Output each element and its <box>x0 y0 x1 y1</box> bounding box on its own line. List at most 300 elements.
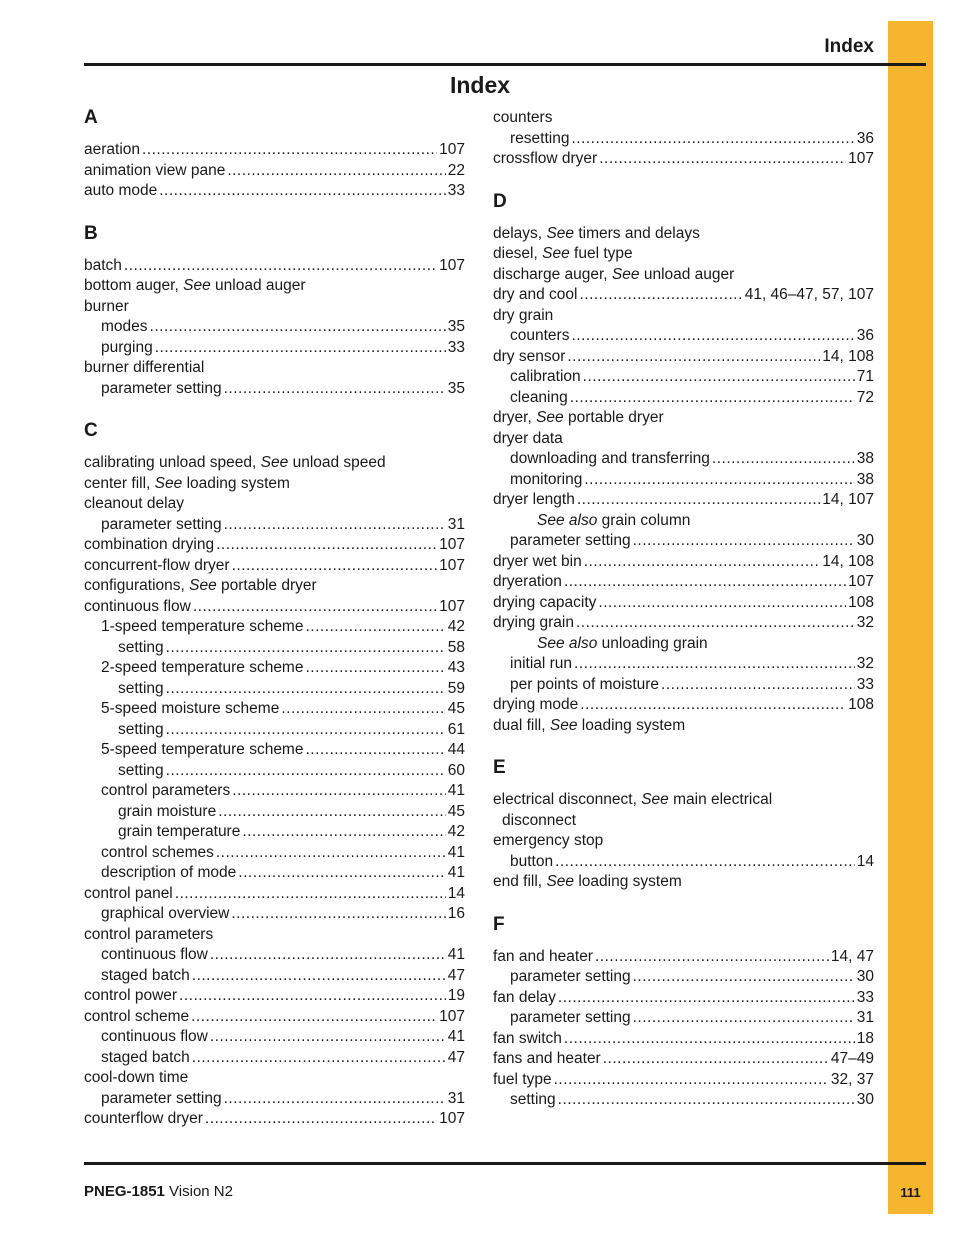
entry-term-text: delays, <box>493 224 543 242</box>
index-entry <box>493 1029 874 1050</box>
see-reference-label: See also <box>537 634 598 652</box>
doc-name: Vision N2 <box>169 1183 233 1200</box>
index-entry <box>84 1068 465 1089</box>
dot-leader <box>584 552 821 573</box>
entry-term <box>101 740 303 761</box>
entry-page-numbers: 41 <box>447 864 465 881</box>
entry-term-text: dryer, <box>493 409 532 426</box>
entry-page-numbers: 107 <box>439 536 465 553</box>
entry-term <box>510 531 631 552</box>
entry-term-text: setting <box>118 720 164 738</box>
dot-leader <box>166 720 446 741</box>
see-reference-target: timers and delays <box>578 224 700 242</box>
dot-leader <box>584 470 854 491</box>
index-entry <box>84 617 465 638</box>
entry-term-text: dryeration <box>493 573 562 590</box>
see-reference-target: fuel type <box>574 245 633 262</box>
entry-page-numbers: 14, 47 <box>830 947 874 965</box>
index-entry <box>84 1048 465 1069</box>
entry-term <box>493 716 685 737</box>
entry-term <box>84 276 306 297</box>
entry-term <box>493 947 593 968</box>
dot-leader <box>580 695 846 716</box>
footer-document-id <box>84 1183 233 1200</box>
see-reference-label: See <box>183 277 211 294</box>
dot-leader <box>564 572 846 593</box>
entry-term-text: dual fill, <box>493 716 546 734</box>
dot-leader <box>179 986 446 1007</box>
index-entry <box>493 129 874 150</box>
dot-leader <box>166 761 446 782</box>
entry-term <box>493 408 664 429</box>
index-entry <box>84 317 465 338</box>
index-entry <box>84 863 465 884</box>
index-entry <box>493 326 874 347</box>
dot-leader <box>633 967 855 988</box>
index-entry <box>84 474 465 495</box>
entry-term <box>118 802 216 823</box>
entry-term <box>84 1109 203 1130</box>
dot-leader <box>210 1027 446 1048</box>
entry-term-text: continuous flow <box>101 1028 208 1045</box>
entry-term <box>493 613 574 634</box>
entry-term <box>101 658 303 679</box>
entry-term-text: per points of moisture <box>510 675 660 693</box>
entry-term-text: bottom auger, <box>84 277 179 294</box>
index-entry <box>84 161 465 182</box>
entry-term-text: combination drying <box>84 536 215 553</box>
dot-leader <box>564 1029 855 1050</box>
entry-term <box>510 852 553 873</box>
entry-term <box>84 556 230 577</box>
index-entry <box>493 1070 874 1091</box>
dot-leader <box>570 388 855 409</box>
entry-page-numbers: 108 <box>848 593 874 611</box>
see-reference-label: See <box>611 265 640 283</box>
entry-term-text: 5-speed temperature scheme <box>101 741 304 758</box>
entry-term-text: control scheme <box>84 1007 190 1025</box>
entry-term-text: dryer data <box>493 429 563 447</box>
entry-term-text: fan delay <box>493 988 556 1006</box>
dot-leader <box>305 617 445 638</box>
entry-term-text: center fill, <box>84 474 151 492</box>
entry-term <box>510 470 582 491</box>
dot-leader <box>232 781 446 802</box>
dot-leader <box>571 129 854 150</box>
entry-page-numbers: 41, 46–47, 57, 107 <box>744 286 874 303</box>
entry-term <box>493 265 734 286</box>
dot-leader <box>205 1109 437 1130</box>
entry-page-numbers: 107 <box>848 150 874 167</box>
dot-leader <box>210 945 446 966</box>
index-entry <box>493 552 874 573</box>
index-entry <box>493 511 874 532</box>
entry-term <box>118 720 164 741</box>
doc-number: PNEG-1851 <box>84 1183 165 1200</box>
dot-leader <box>583 367 855 388</box>
entry-term <box>84 1068 188 1089</box>
dot-leader <box>574 654 855 675</box>
entry-page-numbers: 107 <box>439 141 465 158</box>
dot-leader <box>224 379 446 400</box>
entry-term <box>84 140 140 161</box>
index-column-right <box>493 108 874 1111</box>
entry-term <box>84 535 214 556</box>
entry-page-numbers: 33 <box>447 182 465 199</box>
see-reference-target: loading system <box>581 716 686 734</box>
see-reference-label: See <box>546 224 575 242</box>
index-entry <box>493 790 874 811</box>
entry-term-text: 2-speed temperature scheme <box>101 659 304 676</box>
entry-page-numbers: 108 <box>848 696 874 713</box>
index-entry <box>84 576 465 597</box>
entry-page-numbers: 31 <box>447 515 465 533</box>
entry-term-text: fuel type <box>493 1070 552 1088</box>
dot-leader <box>159 181 446 202</box>
entry-term <box>493 108 552 129</box>
dot-leader <box>218 802 446 823</box>
index-entry <box>84 884 465 905</box>
entry-term-text: continuous flow <box>101 946 208 963</box>
index-entry <box>493 490 874 511</box>
see-reference-target: unload speed <box>292 454 386 471</box>
entry-term-text: setting <box>118 679 164 697</box>
entry-page-numbers: 22 <box>447 161 465 179</box>
entry-term-text: staged batch <box>101 966 190 984</box>
dot-leader <box>633 1008 855 1029</box>
entry-term <box>510 1090 556 1111</box>
entry-term <box>493 790 772 811</box>
entry-term-text: burner <box>84 297 129 315</box>
entry-page-numbers: 32 <box>856 614 874 631</box>
entry-term-text: graphical overview <box>101 905 230 922</box>
entry-term <box>84 884 173 905</box>
entry-term <box>118 761 164 782</box>
entry-term <box>493 224 700 245</box>
entry-term-text: auto mode <box>84 182 158 199</box>
entry-term <box>493 593 596 614</box>
entry-page-numbers: 107 <box>439 256 465 274</box>
index-entry <box>84 740 465 761</box>
entry-term <box>84 181 157 202</box>
index-entry <box>493 593 874 614</box>
entry-term <box>84 597 191 618</box>
dot-leader <box>558 988 855 1009</box>
entry-term-text: concurrent-flow dryer <box>84 556 230 574</box>
entry-term <box>493 695 578 716</box>
entry-term <box>101 966 190 987</box>
entry-term-text: calibration <box>510 368 581 385</box>
entry-term <box>493 244 633 265</box>
index-entry <box>493 811 874 832</box>
entry-term <box>493 306 553 327</box>
entry-page-numbers: 14, 107 <box>822 491 874 508</box>
index-entry <box>493 244 874 265</box>
index-entry <box>84 925 465 946</box>
entry-page-numbers: 33 <box>856 988 874 1006</box>
entry-page-numbers: 47 <box>447 1048 465 1066</box>
entry-term-text: fan switch <box>493 1029 562 1047</box>
entry-term <box>510 449 710 470</box>
index-entry <box>493 285 874 306</box>
index-entry <box>84 453 465 474</box>
entry-page-numbers: 33 <box>447 338 465 356</box>
index-letter-heading: E <box>493 757 506 778</box>
dot-leader <box>193 597 437 618</box>
index-entry <box>84 338 465 359</box>
dot-leader <box>166 638 446 659</box>
entry-page-numbers: 61 <box>447 720 465 738</box>
entry-term <box>101 617 303 638</box>
entry-term <box>118 638 164 659</box>
dot-leader <box>661 675 855 696</box>
entry-page-numbers: 14, 108 <box>822 552 874 570</box>
entry-page-numbers: 30 <box>856 532 874 549</box>
entry-term-text: batch <box>84 256 122 274</box>
entry-term <box>493 285 577 306</box>
see-reference-target: unloading grain <box>601 634 708 652</box>
dot-leader <box>579 285 742 306</box>
dot-leader <box>558 1090 855 1111</box>
entry-page-numbers: 107 <box>439 597 465 615</box>
index-entry <box>84 1089 465 1110</box>
entry-term <box>510 967 631 988</box>
entry-page-numbers: 14 <box>447 884 465 902</box>
dot-leader <box>242 822 445 843</box>
dot-leader <box>175 884 446 905</box>
entry-term-text: cleanout delay <box>84 495 184 512</box>
entry-term <box>510 367 581 388</box>
see-reference-label: See <box>154 474 183 492</box>
index-entry <box>493 449 874 470</box>
entry-term-text: cool-down time <box>84 1069 189 1086</box>
dot-leader <box>216 843 446 864</box>
dot-leader <box>166 679 446 700</box>
entry-page-numbers: 58 <box>447 638 465 656</box>
entry-term-text: counters <box>510 327 570 344</box>
index-entry <box>493 224 874 245</box>
entry-term-text: electrical disconnect, <box>493 791 637 808</box>
footer-rule <box>84 1162 926 1165</box>
index-entry <box>84 535 465 556</box>
entry-term <box>101 781 230 802</box>
entry-term-text: parameter setting <box>510 532 631 549</box>
dot-leader <box>142 140 437 161</box>
entry-term-text: diesel, <box>493 245 538 262</box>
entry-term-text: drying grain <box>493 614 574 631</box>
entry-term <box>493 1070 552 1091</box>
entry-term <box>101 379 222 400</box>
entry-page-numbers: 42 <box>447 823 465 840</box>
entry-term <box>510 388 568 409</box>
entry-page-numbers: 35 <box>447 379 465 397</box>
entry-term <box>493 347 565 368</box>
entry-page-numbers: 16 <box>447 905 465 922</box>
entry-term-text: aeration <box>84 141 141 158</box>
index-entry <box>84 699 465 720</box>
entry-term-text: fans and heater <box>493 1050 601 1067</box>
entry-term-text: configurations, <box>84 577 185 594</box>
entry-page-numbers: 30 <box>856 968 874 985</box>
dot-leader <box>712 449 855 470</box>
dot-leader <box>124 256 437 277</box>
entry-page-numbers: 41 <box>447 1028 465 1045</box>
entry-term <box>118 822 240 843</box>
entry-term <box>493 872 682 893</box>
index-entry <box>84 822 465 843</box>
entry-term-text: control parameters <box>84 925 214 943</box>
entry-term <box>493 988 556 1009</box>
entry-term-text: disconnect <box>502 811 577 829</box>
index-entry <box>493 347 874 368</box>
dot-leader <box>603 1049 829 1070</box>
entry-term-text: parameter setting <box>101 515 222 533</box>
entry-term-text: initial run <box>510 655 573 672</box>
entry-term-text: setting <box>510 1091 556 1108</box>
header-rule <box>84 63 926 66</box>
dot-leader <box>238 863 445 884</box>
entry-page-numbers: 19 <box>447 987 465 1004</box>
entry-term <box>101 1027 208 1048</box>
entry-page-numbers: 38 <box>856 450 874 467</box>
index-entry <box>493 108 874 129</box>
entry-page-numbers: 36 <box>856 129 874 147</box>
see-reference-target: main electrical <box>673 791 773 808</box>
index-entry <box>493 1008 874 1029</box>
see-reference-label: See <box>546 873 575 890</box>
entry-term-text: control power <box>84 987 178 1004</box>
entry-term <box>101 1089 222 1110</box>
see-reference-label: See <box>189 577 217 594</box>
dot-leader <box>232 556 438 577</box>
entry-term <box>84 925 213 946</box>
index-entry <box>493 831 874 852</box>
index-entry <box>493 675 874 696</box>
index-letter-heading: C <box>84 420 98 441</box>
entry-term-text: control parameters <box>101 782 231 799</box>
entry-page-numbers: 14 <box>856 852 874 870</box>
entry-term-text: parameter setting <box>510 968 631 985</box>
see-reference-label: See <box>641 791 669 808</box>
entry-page-numbers: 33 <box>856 675 874 693</box>
dot-leader <box>305 658 445 679</box>
index-entry <box>84 658 465 679</box>
index-entry <box>493 470 874 491</box>
index-entry <box>84 679 465 700</box>
entry-term <box>101 699 279 720</box>
dot-leader <box>224 515 446 536</box>
section-gap <box>493 170 874 192</box>
index-entry <box>84 781 465 802</box>
index-entry <box>493 716 874 737</box>
dot-leader <box>555 852 855 873</box>
see-reference-target: unload auger <box>643 265 735 283</box>
index-entry <box>84 140 465 161</box>
entry-term-text: continuous flow <box>84 597 191 615</box>
index-entry <box>84 761 465 782</box>
entry-term <box>510 654 572 675</box>
entry-term-text: setting <box>118 638 164 656</box>
entry-page-numbers: 18 <box>856 1029 874 1047</box>
entry-term-text: parameter setting <box>101 379 222 397</box>
dot-leader <box>567 347 820 368</box>
dot-leader <box>633 531 855 552</box>
index-entry <box>493 408 874 429</box>
entry-term <box>84 256 122 277</box>
see-reference-target: loading system <box>578 873 682 890</box>
entry-term <box>537 634 708 655</box>
index-entry <box>493 988 874 1009</box>
index-entry <box>84 256 465 277</box>
entry-page-numbers: 107 <box>439 1110 465 1127</box>
entry-term-text: dry sensor <box>493 347 566 365</box>
entry-page-numbers: 32 <box>856 655 874 672</box>
entry-term <box>84 358 204 379</box>
entry-term-text: monitoring <box>510 470 583 488</box>
entry-term-text: staged batch <box>101 1048 190 1066</box>
index-entry <box>84 597 465 618</box>
index-entry <box>493 634 874 655</box>
index-entry <box>493 1090 874 1111</box>
dot-leader <box>571 326 854 347</box>
entry-term <box>101 317 148 338</box>
index-entry <box>493 695 874 716</box>
index-entry <box>84 843 465 864</box>
see-reference-label: See <box>260 454 289 471</box>
entry-page-numbers: 31 <box>856 1009 874 1026</box>
index-entry <box>84 966 465 987</box>
entry-term-text: parameter setting <box>101 1089 222 1107</box>
see-reference-target: portable dryer <box>221 577 317 594</box>
entry-term <box>84 494 184 515</box>
index-entry <box>493 388 874 409</box>
entry-term-text: dryer length <box>493 491 575 508</box>
entry-term <box>101 843 214 864</box>
entry-term <box>510 675 659 696</box>
entry-page-numbers: 107 <box>439 556 465 574</box>
entry-term-text: grain moisture <box>118 802 217 820</box>
entry-term-text: dry grain <box>493 306 554 324</box>
entry-term <box>84 297 129 318</box>
entry-term-text: drying capacity <box>493 593 597 611</box>
entry-term-text: purging <box>101 338 153 356</box>
entry-term <box>84 986 177 1007</box>
entry-page-numbers: 41 <box>447 946 465 963</box>
entry-term <box>84 576 317 597</box>
entry-page-numbers: 43 <box>447 659 465 676</box>
index-entry <box>84 181 465 202</box>
entry-term-text: grain temperature <box>118 823 241 840</box>
entry-page-numbers: 71 <box>856 368 874 385</box>
entry-term-text: control schemes <box>101 843 214 861</box>
side-tab-bar <box>888 21 933 1214</box>
entry-term-text: 1-speed temperature scheme <box>101 618 304 635</box>
index-entry <box>493 149 874 170</box>
entry-page-numbers: 47–49 <box>830 1050 874 1067</box>
dot-leader <box>554 1070 829 1091</box>
dot-leader <box>231 904 445 925</box>
entry-term-text: emergency stop <box>493 832 604 849</box>
entry-term <box>101 904 229 925</box>
index-entry <box>493 967 874 988</box>
dot-leader <box>192 966 446 987</box>
entry-term-text: cleaning <box>510 388 568 406</box>
entry-term <box>493 831 603 852</box>
entry-term <box>493 1029 562 1050</box>
see-reference-label: See <box>536 409 564 426</box>
index-entry <box>84 638 465 659</box>
index-entry <box>493 1049 874 1070</box>
